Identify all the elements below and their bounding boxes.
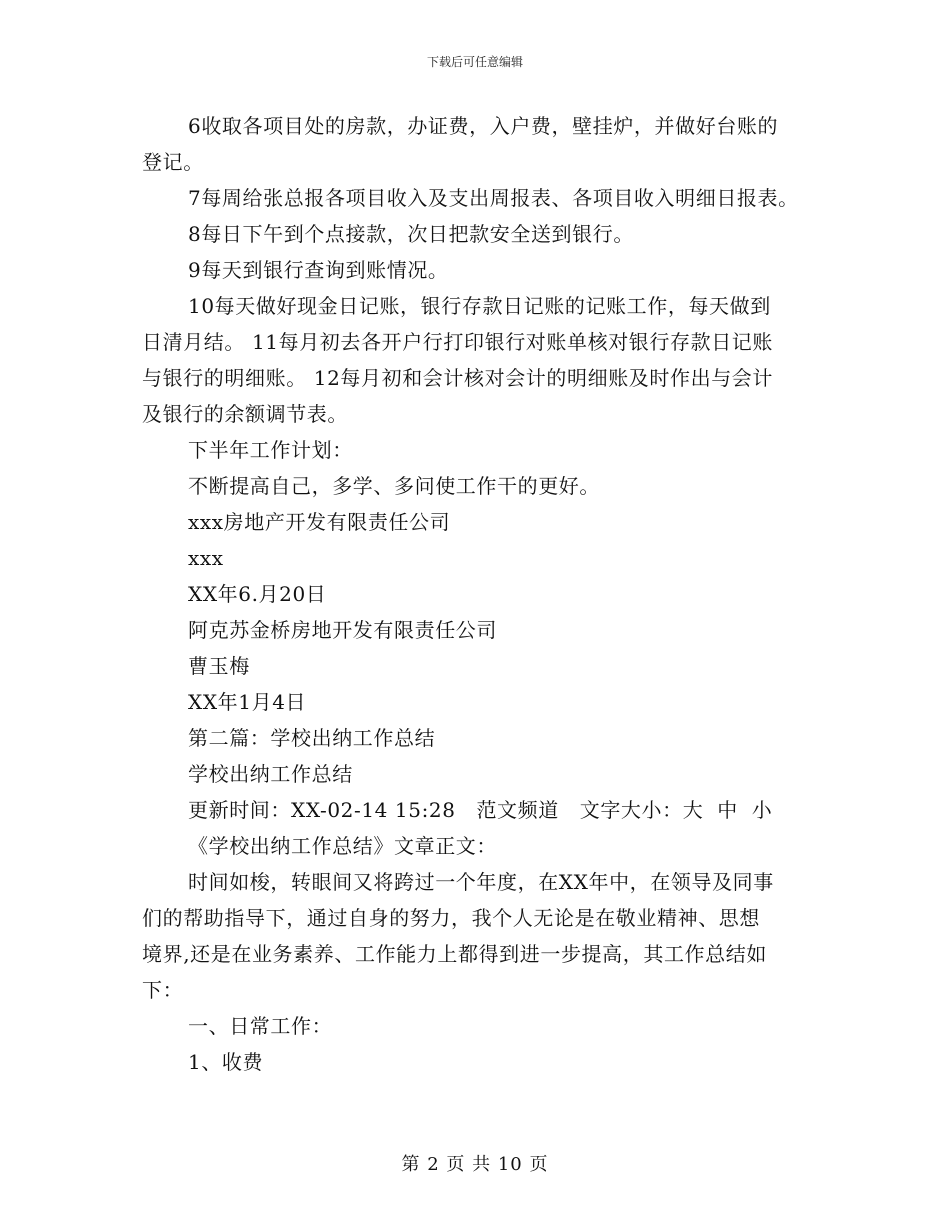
text-line: 登记。 (142, 150, 204, 174)
text-line: 一、日常工作： (188, 1014, 333, 1038)
text-line: xxx房地产开发有限责任公司 (188, 510, 451, 534)
text-line: 更新时间：XX-02-14 15:28 范文频道 文字大小：大 中 小 (188, 798, 773, 822)
text-line: XX年6.月20日 (188, 582, 327, 606)
text-line: 8每日下午到个点接款，次日把款安全送到银行。 (188, 222, 634, 246)
text-line: 《学校出纳工作总结》文章正文： (188, 834, 497, 858)
text-line: 6收取各项目处的房款，办证费，入户费，壁挂炉，并做好台账的 (188, 114, 779, 138)
page-header: 下载后可任意编辑 (426, 55, 523, 69)
text-line: 学校出纳工作总结 (188, 762, 353, 786)
text-line: 日清月结。 11每月初去各开户行打印银行对账单核对银行存款日记账 (142, 330, 774, 354)
text-line: 及银行的余额调节表。 (142, 402, 348, 426)
text-line: 下： (142, 978, 184, 1002)
text-line: 时间如梭，转眼间又将跨过一个年度，在XX年中，在领导及同事 (188, 870, 774, 894)
text-line: 阿克苏金桥房地开发有限责任公司 (188, 618, 497, 642)
text-line: 1、收费 (188, 1050, 264, 1074)
text-line: 境界,还是在业务素养、工作能力上都得到进一步提高，其工作总结如 (142, 942, 767, 966)
text-line: 与银行的明细账。 12每月初和会计核对会计的明细账及时作出与会计 (142, 366, 774, 390)
text-line: XX年1月4日 (188, 690, 307, 714)
text-line: 10每天做好现金日记账，银行存款日记账的记账工作，每天做到 (188, 294, 771, 318)
text-line: 们的帮助指导下，通过自身的努力，我个人无论是在敬业精神、思想 (142, 906, 760, 930)
text-line: 不断提高自己，多学、多问使工作干的更好。 (188, 474, 600, 498)
text-line: 下半年工作计划： (188, 438, 353, 462)
text-line: 7每周给张总报各项目收入及支出周报表、各项目收入明细日报表。 (188, 186, 799, 210)
text-line: 9每天到银行查询到账情况。 (188, 258, 449, 282)
text-line: 第二篇：学校出纳工作总结 (188, 726, 436, 750)
page-footer: 第 2 页 共 10 页 (401, 1154, 549, 1175)
text-line: 曹玉梅 (188, 654, 250, 678)
document-body (142, 108, 814, 1080)
text-line: xxx (188, 546, 224, 570)
